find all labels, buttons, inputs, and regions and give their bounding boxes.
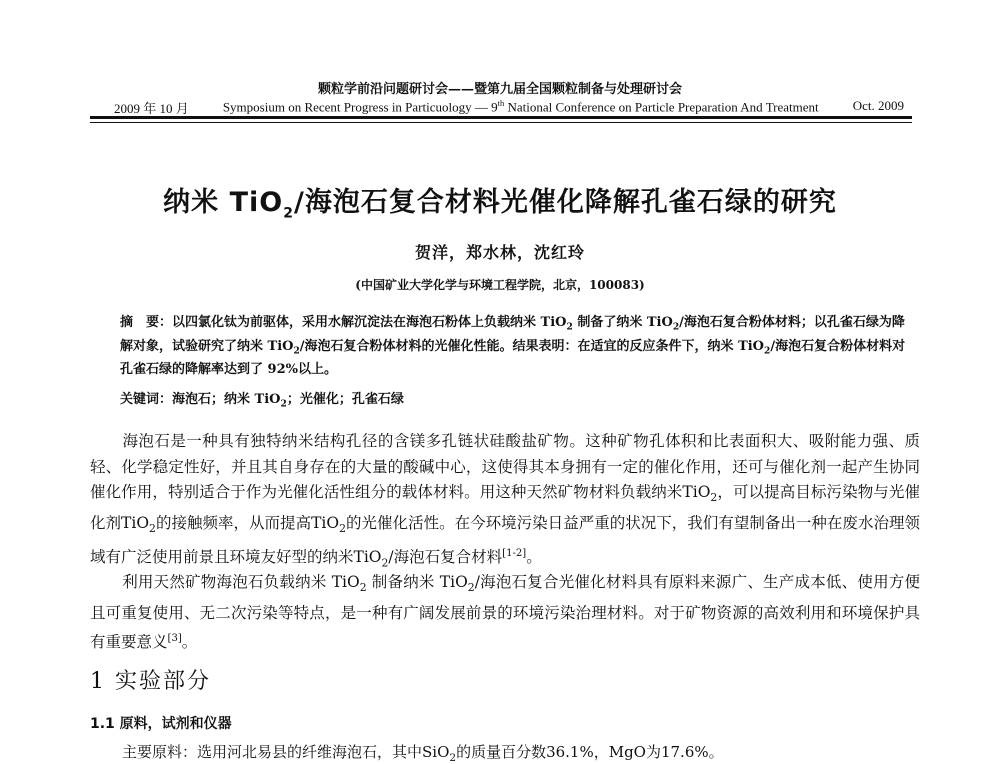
p1-sub: 2 (339, 521, 346, 535)
p2-c: /海泡石复合光催化材料具有原料来源广、生产成本低、使用方便且可重复使用、无二次污染等特点，是一种有广阔发展前景的环境污染治理材料。对于矿物资源的高效利用和环境保护具有重要意义 (90, 573, 921, 652)
conference-header-cn: 颗粒学前沿问题研讨会——暨第九届全国颗粒制备与处理研讨会 (317, 82, 682, 97)
abstract-sub: 2 (672, 321, 680, 333)
header-date-cn: 2009 年 10 月 (114, 101, 189, 116)
conference-en-part-a: Symposium on Recent Progress in Particuology — 9 (222, 99, 498, 115)
section-heading-1: 1 实验部分 (90, 669, 211, 694)
abstract-s2: 制备了纳米 TiO (572, 315, 673, 330)
p2-a: 利用天然矿物海泡石负载纳米 TiO (122, 573, 360, 591)
authors: 贺洋，郑水林，沈红玲 (414, 243, 585, 262)
abstract (120, 313, 910, 379)
p1-c: 的接触频率，从而提高TiO (155, 513, 340, 532)
affiliation: (中国矿业大学化学与环境工程学院，北京，100083) (355, 278, 645, 292)
abstract-s4: /海泡石复合粉体材料的光催化性能。结果表明：在适宜的反应条件下，纳米 TiO (299, 338, 765, 354)
body-paragraph-2 (90, 570, 920, 656)
title-part-a: 纳米 TiO (163, 187, 284, 218)
p3-sub: 2 (449, 752, 457, 764)
header-rule-thick (90, 116, 912, 119)
p1-end: 。 (526, 548, 542, 567)
p1-sub: 2 (149, 521, 156, 535)
abstract-s1: 以四氯化钛为前驱体，采用水解沉淀法在海泡石粉体上负载纳米 TiO (172, 315, 567, 330)
keywords-a: 海泡石；纳米 TiO (172, 392, 281, 407)
title-part-b: /海泡石复合材料光催化降解孔雀石绿的研究 (293, 187, 837, 218)
p3-a: 主要原料：选用河北易县的纤维海泡石，其中SiO (122, 743, 450, 761)
abstract-s3: /海泡石复合粉体材料；以孔雀石绿为降解对象，试验研究了纳米 TiO (120, 315, 905, 354)
header-date-en: Oct. 2009 (852, 98, 904, 113)
conference-en-ordinal: th (497, 98, 505, 108)
abstract-label: 摘 要： (120, 315, 173, 330)
p1-d: 的光催化活性。在今环境污染日益严重的状况下，我们有望制备出一种在废水治理领域有广泛使用前景且环境友好型的纳米TiO (90, 513, 920, 567)
header-rule-thin (90, 122, 912, 123)
p1-e: /海泡石复合材料 (388, 548, 503, 567)
header-conference-en (223, 98, 819, 117)
p2-citation: [3] (167, 633, 182, 645)
p2-b: 制备纳米 TiO (366, 573, 468, 591)
p1-sub: 2 (381, 556, 389, 570)
p3-b: 的质量百分数36.1%，MgO为17.6%。 (456, 743, 724, 761)
p1-b: ，可以提高目标污染物与光催化剂TiO (90, 483, 920, 532)
subsection-heading-1-1: 1.1 原料，试剂和仪器 (90, 716, 232, 732)
conference-en-part-b: National Conference on Particle Preparation And Treatment (504, 99, 819, 115)
title-subscript: 2 (283, 205, 294, 222)
abstract-sub: 2 (293, 345, 300, 357)
abstract-sub: 2 (764, 345, 771, 357)
keywords-b: ；光催化；孔雀石绿 (286, 392, 404, 407)
body-paragraph-1 (90, 429, 920, 576)
keywords (120, 388, 910, 410)
paper-title (0, 180, 1000, 221)
p2-end: 。 (181, 633, 198, 652)
p2-sub: 2 (359, 581, 367, 595)
abstract-s5: /海泡石复合粉体材料对孔雀石绿的降解率达到了 92%以上。 (120, 338, 906, 378)
abstract-sub: 2 (566, 321, 573, 333)
body-paragraph-3 (122, 741, 724, 764)
conference-header-en (114, 98, 904, 117)
p2-sub: 2 (467, 581, 475, 595)
p1-sub: 2 (710, 491, 718, 505)
keywords-sub: 2 (280, 398, 287, 410)
keywords-label: 关键词： (120, 392, 173, 407)
p1-citation: [1-2] (502, 548, 527, 560)
p1-a: 海泡石是一种具有独特纳米结构孔径的含镁多孔链状硅酸盐矿物。这种矿物孔体积和比表面积大、吸附能力强、质轻、化学稳定性好，并且其自身存在的大量的酸碱中心，这使得其本身拥有一定的催化作用，还可与催化剂一起产生协同催化作用，特别适合于作为光催化活性组分的载体材料。用这种天然矿物材料负载纳米TiO (90, 432, 920, 501)
